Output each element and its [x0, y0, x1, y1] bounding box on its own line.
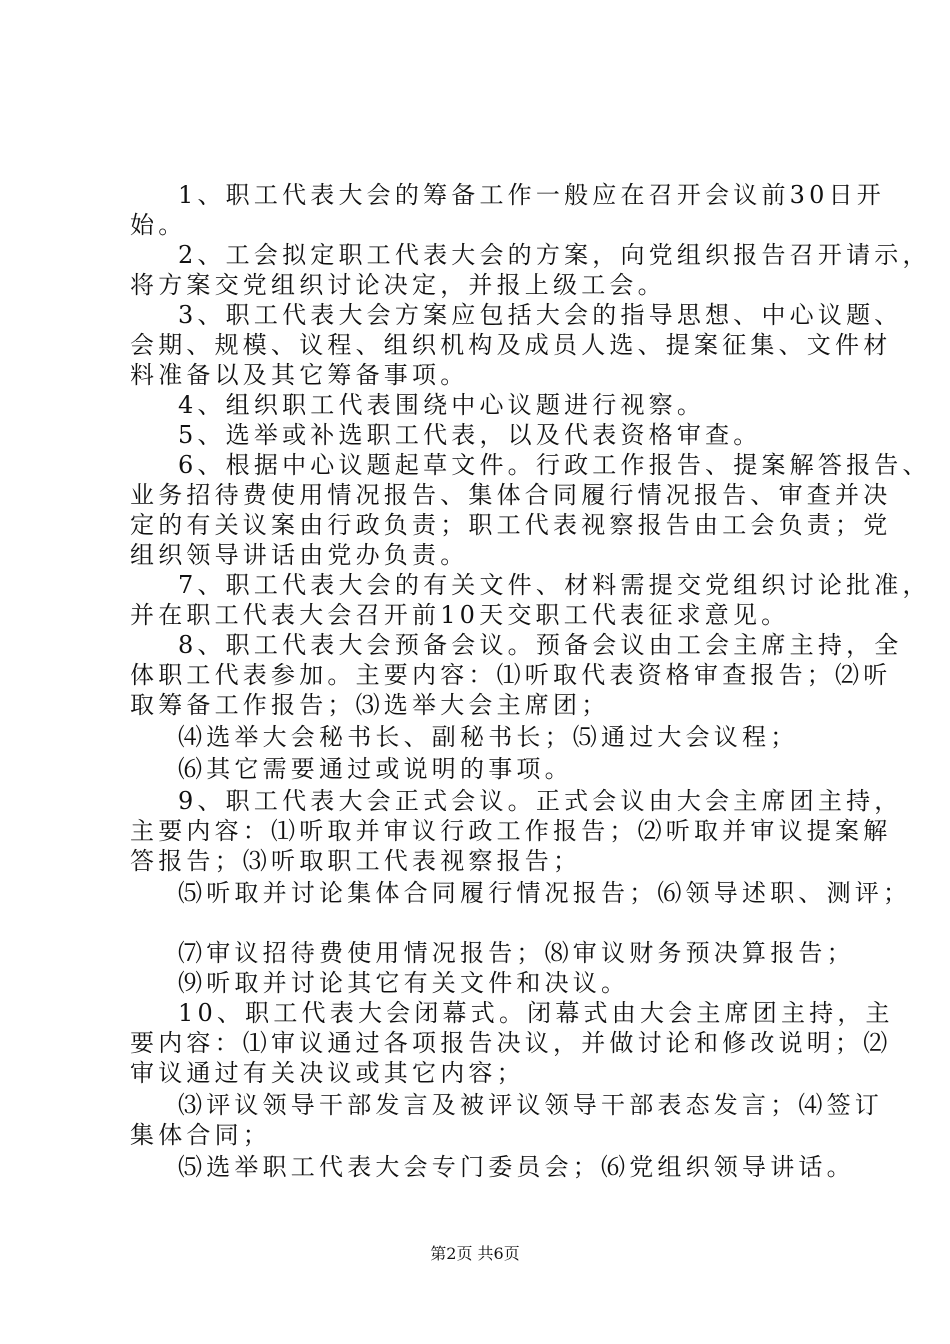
text-line: 9、职工代表大会正式会议。正式会议由大会主席团主持，: [178, 787, 903, 815]
text-line: 5、选举或补选职工代表，以及代表资格审查。: [178, 421, 762, 449]
text-line: 会期、规模、议程、组织机构及成员人选、提案征集、文件材: [130, 331, 892, 359]
text-line: 6、根据中心议题起草文件。行政工作报告、提案解答报告、: [178, 451, 931, 479]
text-line: 并在职工代表大会召开前10天交职工代表征求意见。: [130, 601, 790, 629]
text-line: 答报告；⑶听取职工代表视察报告；: [130, 847, 582, 875]
text-line: ⑸选举职工代表大会专门委员会；⑹党组织领导讲话。: [178, 1153, 855, 1181]
text-line: 2、工会拟定职工代表大会的方案，向党组织报告召开请示，: [178, 241, 931, 269]
text-line: ⑷选举大会秘书长、副秘书长；⑸通过大会议程；: [178, 723, 799, 751]
text-line: 7、职工代表大会的有关文件、材料需提交党组织讨论批准，: [178, 571, 931, 599]
text-line: 10、职工代表大会闭幕式。闭幕式由大会主席团主持，主: [178, 999, 894, 1027]
text-line: 始。: [130, 211, 187, 239]
text-line: 料准备以及其它筹备事项。: [130, 361, 469, 389]
text-line: 组织领导讲话由党办负责。: [130, 541, 469, 569]
text-line: ⑼听取并讨论其它有关文件和决议。: [178, 969, 630, 997]
text-line: 业务招待费使用情况报告、集体合同履行情况报告、审查并决: [130, 481, 892, 509]
text-line: 要内容：⑴审议通过各项报告决议，并做讨论和修改说明；⑵: [130, 1029, 892, 1057]
text-line: 主要内容：⑴听取并审议行政工作报告；⑵听取并审议提案解: [130, 817, 892, 845]
text-line: 3、职工代表大会方案应包括大会的指导思想、中心议题、: [178, 301, 903, 329]
text-line: 取筹备工作报告；⑶选举大会主席团；: [130, 691, 610, 719]
text-line: ⑶评议领导干部发言及被评议领导干部表态发言；⑷签订: [178, 1091, 883, 1119]
text-line: 4、组织职工代表围绕中心议题进行视察。: [178, 391, 706, 419]
text-line: ⑺审议招待费使用情况报告；⑻审议财务预决算报告；: [178, 939, 855, 967]
text-line: ⑸听取并讨论集体合同履行情况报告；⑹领导述职、测评；: [178, 879, 912, 907]
text-line: ⑹其它需要通过或说明的事项。: [178, 755, 573, 783]
text-line: 体职工代表参加。主要内容：⑴听取代表资格审查报告；⑵听: [130, 661, 892, 689]
text-line: 集体合同；: [130, 1121, 271, 1149]
page-number-footer: 第2页 共6页: [430, 1244, 520, 1263]
text-line: 定的有关议案由行政负责；职工代表视察报告由工会负责；党: [130, 511, 892, 539]
text-line: 1、职工代表大会的筹备工作一般应在召开会议前30日开: [178, 181, 886, 209]
text-line: 8、职工代表大会预备会议。预备会议由工会主席主持，全: [178, 631, 903, 659]
text-line: 审议通过有关决议或其它内容；: [130, 1059, 525, 1087]
text-line: 将方案交党组织讨论决定，并报上级工会。: [130, 271, 666, 299]
